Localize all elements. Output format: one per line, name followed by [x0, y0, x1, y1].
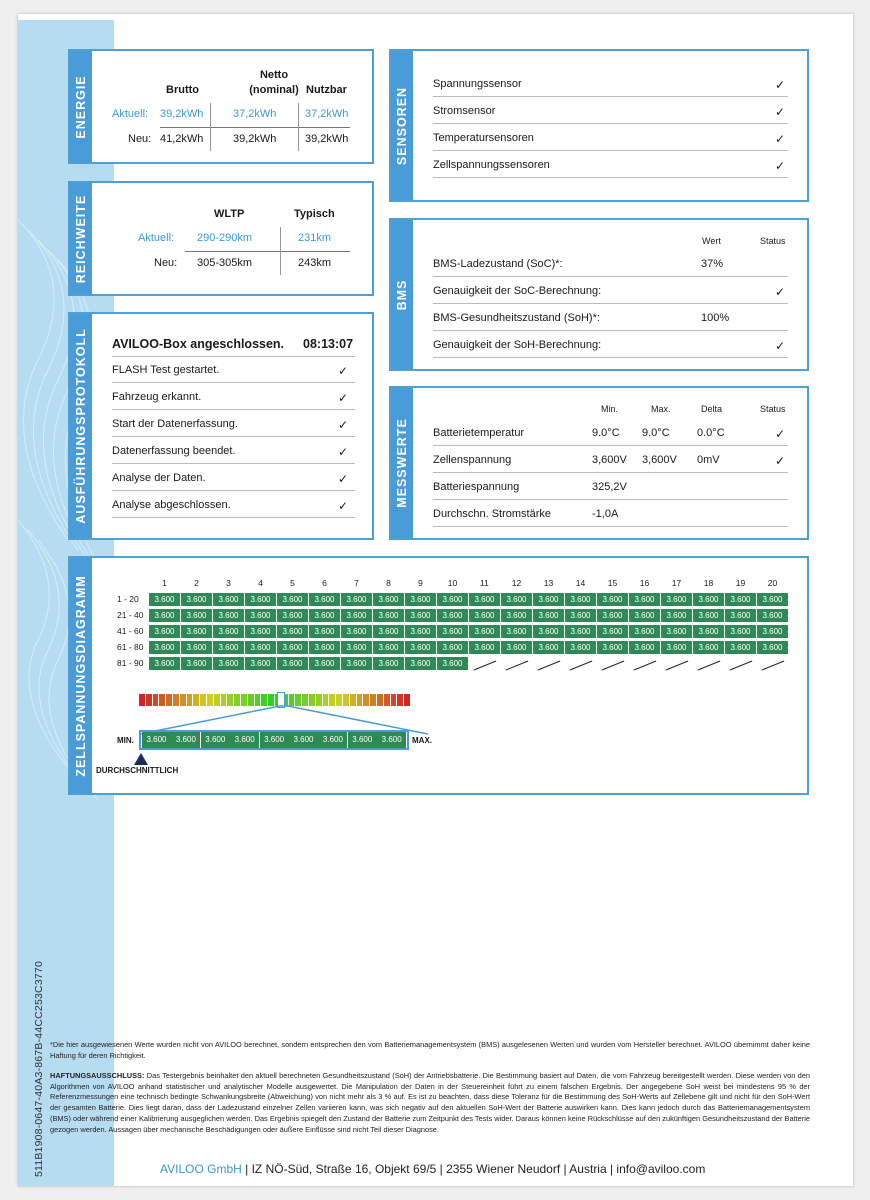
footer	[160, 1162, 705, 1176]
voltage-cell: 3.600	[469, 609, 500, 622]
messwerte-tab	[391, 388, 413, 538]
divider	[160, 127, 350, 128]
voltage-cell: 3.600	[533, 641, 564, 654]
voltage-cell: 3.600	[213, 641, 244, 654]
zellspannung-title: ZELLSPANNUNGSDIAGRAMM	[74, 574, 88, 777]
voltage-cell: 3.600	[597, 609, 628, 622]
aktuell-netto: 37,2kWh	[233, 108, 277, 120]
bms-row-label: BMS-Gesundheitszustand (SoH)*:	[433, 312, 600, 324]
voltage-cell: 3.600	[597, 625, 628, 638]
column-header: 14	[575, 578, 586, 588]
voltage-cell: 3.600	[149, 609, 180, 622]
voltage-cell: 3.600	[501, 609, 532, 622]
voltage-cell: 3.600	[277, 625, 308, 638]
voltage-cell: 3.600	[661, 609, 692, 622]
voltage-cell: 3.600	[437, 609, 468, 622]
column-header: 19	[735, 578, 746, 588]
protokoll-item: Analyse abgeschlossen.	[112, 499, 231, 511]
minmax-cell: 3.600	[201, 732, 230, 748]
empty-cell-slash	[666, 661, 689, 671]
check-icon: ✓	[338, 391, 349, 405]
voltage-cell: 3.600	[533, 625, 564, 638]
voltage-cell: 3.600	[725, 641, 756, 654]
reichweite-title: REICHWEITE	[74, 194, 88, 283]
check-icon: ✓	[338, 364, 349, 378]
aktuell-wltp: 290-290km	[197, 232, 253, 244]
reichweite-tab	[70, 183, 92, 294]
bms-row-label: Genauigkeit der SoH-Berechnung:	[433, 339, 602, 351]
empty-cell-slash	[570, 661, 593, 671]
sensor-item: Spannungssensor	[433, 78, 522, 90]
voltage-cell: 3.600	[373, 609, 404, 622]
protokoll-panel	[68, 312, 374, 540]
divider	[185, 251, 350, 252]
voltage-cell: 3.600	[693, 625, 724, 638]
col-nutzbar: Nutzbar	[306, 84, 347, 96]
divider	[433, 150, 788, 151]
voltage-cell: 3.600	[469, 625, 500, 638]
aktuell-brutto: 39,2kWh	[160, 108, 204, 120]
messwert-delta: 0.0°C	[697, 427, 725, 439]
neu-netto: 39,2kWh	[233, 133, 277, 145]
column-header: 9	[418, 578, 423, 588]
col-typisch: Typisch	[294, 208, 335, 220]
minmax-cell: 3.600	[348, 732, 377, 748]
protokoll-item: Datenerfassung beendet.	[112, 445, 236, 457]
voltage-cell: 3.600	[309, 625, 340, 638]
protokoll-item: Fahrzeug erkannt.	[112, 391, 202, 403]
col-status: Status	[760, 236, 786, 246]
empty-cell-slash	[538, 661, 561, 671]
sensoren-tab	[391, 51, 413, 200]
col-status: Status	[760, 404, 786, 414]
voltage-cell: 3.600	[181, 641, 212, 654]
check-icon: ✓	[775, 285, 786, 299]
check-icon: ✓	[338, 472, 349, 486]
check-icon: ✓	[338, 445, 349, 459]
minmax-cell: 3.600	[230, 732, 259, 748]
divider	[433, 96, 788, 97]
voltage-cell: 3.600	[405, 657, 436, 670]
neu-nutzbar: 39,2kWh	[305, 133, 349, 145]
column-header: 6	[322, 578, 327, 588]
check-icon: ✓	[338, 418, 349, 432]
empty-cell-slash	[698, 661, 721, 671]
voltage-cell: 3.600	[469, 593, 500, 606]
neu-wltp: 305-305km	[197, 257, 253, 269]
protokoll-item: FLASH Test gestartet.	[112, 364, 220, 376]
bms-row-label: BMS-Ladezustand (SoC)*:	[433, 258, 563, 270]
check-icon: ✓	[775, 105, 786, 119]
voltage-cell: 3.600	[277, 657, 308, 670]
voltage-cell: 3.600	[629, 609, 660, 622]
voltage-cell: 3.600	[405, 641, 436, 654]
voltage-cell: 3.600	[181, 609, 212, 622]
messwert-min: -1,0A	[592, 508, 619, 520]
average-triangle-icon	[134, 753, 148, 765]
voltage-cell: 3.600	[341, 593, 372, 606]
voltage-cell: 3.600	[309, 641, 340, 654]
voltage-cell: 3.600	[565, 593, 596, 606]
voltage-cell: 3.600	[757, 625, 788, 638]
voltage-cell: 3.600	[693, 641, 724, 654]
voltage-cell: 3.600	[213, 609, 244, 622]
neu-typisch: 243km	[298, 257, 332, 269]
voltage-cell: 3.600	[405, 593, 436, 606]
footer-address: | IZ NÖ-Süd, Straße 16, Objekt 69/5 | 2355 Wiener Neudorf | Austria | info@aviloo.com	[241, 1162, 706, 1176]
voltage-cell: 3.600	[149, 641, 180, 654]
messwert-min: 3,600V	[592, 454, 627, 466]
check-icon: ✓	[775, 78, 786, 92]
disclaimer-label: HAFTUNGSAUSSCHLUSS:	[50, 1071, 145, 1080]
messwert-min: 325,2V	[592, 481, 627, 493]
bms-panel	[389, 218, 809, 371]
divider	[112, 490, 355, 491]
voltage-cell: 3.600	[469, 641, 500, 654]
voltage-cell: 3.600	[245, 641, 276, 654]
footnote	[50, 1040, 810, 1061]
col-wert: Wert	[702, 236, 721, 246]
voltage-cell: 3.600	[533, 609, 564, 622]
messwert-delta: 0mV	[697, 454, 720, 466]
column-header: 20	[767, 578, 778, 588]
column-header: 10	[447, 578, 458, 588]
protokoll-item: Analyse der Daten.	[112, 472, 206, 484]
check-icon: ✓	[775, 427, 786, 441]
voltage-cell: 3.600	[693, 593, 724, 606]
energie-panel	[68, 49, 374, 164]
row-header: 81 - 90	[117, 658, 144, 668]
neu-brutto: 41,2kWh	[160, 133, 204, 145]
column-header: 17	[671, 578, 682, 588]
document-id: 511B1908-0647-40A3-867B-44CC253C3770	[33, 961, 45, 1177]
empty-cell-slash	[730, 661, 753, 671]
check-icon: ✓	[775, 454, 786, 468]
divider	[433, 123, 788, 124]
col-max: Max.	[651, 404, 671, 414]
max-label: MAX.	[412, 736, 432, 745]
voltage-cell: 3.600	[565, 625, 596, 638]
voltage-cell: 3.600	[277, 593, 308, 606]
voltage-cell: 3.600	[149, 593, 180, 606]
row-header: 1 - 20	[117, 594, 139, 604]
column-header: 3	[226, 578, 231, 588]
voltage-cell: 3.600	[597, 593, 628, 606]
voltage-cell: 3.600	[341, 625, 372, 638]
voltage-cell: 3.600	[213, 625, 244, 638]
minmax-cell: 3.600	[171, 732, 200, 748]
bms-row-label: Genauigkeit der SoC-Berechnung:	[433, 285, 602, 297]
messwerte-panel	[389, 386, 809, 540]
voltage-cell: 3.600	[757, 609, 788, 622]
aktuell-label: Aktuell:	[112, 108, 149, 120]
divider	[112, 409, 355, 410]
column-header: 8	[386, 578, 391, 588]
neu-label: Neu:	[154, 257, 178, 269]
voltage-cell: 3.600	[405, 609, 436, 622]
minmax-cell: 3.600	[142, 732, 171, 748]
voltage-cell: 3.600	[661, 641, 692, 654]
column-header: 5	[290, 578, 295, 588]
voltage-cell: 3.600	[245, 657, 276, 670]
voltage-cell: 3.600	[437, 625, 468, 638]
voltage-cell: 3.600	[341, 641, 372, 654]
check-icon: ✓	[775, 159, 786, 173]
messwert-label: Zellenspannung	[433, 454, 512, 466]
voltage-cell: 3.600	[693, 609, 724, 622]
col-wltp: WLTP	[214, 208, 245, 220]
divider	[433, 177, 788, 178]
divider	[112, 382, 355, 383]
energie-title: ENERGIE	[74, 74, 88, 139]
divider	[433, 303, 788, 304]
voltage-cell: 3.600	[149, 657, 180, 670]
divider	[280, 227, 281, 275]
row-header: 21 - 40	[117, 610, 144, 620]
footnote-text: *Die hier ausgewiesenen Werte wurden nicht von AVILOO berechnet, sondern entsprechen den vom Batteriemanagementsystem (BMS) ausgelesenen Werten und wurden vom Hersteller berechnet. AVILOO übernimmt daher keine Haftung für deren Richtigkeit.	[50, 1040, 810, 1060]
empty-cell-slash	[602, 661, 625, 671]
messwerte-title: MESSWERTE	[395, 418, 409, 508]
divider	[112, 517, 355, 518]
column-header: 16	[639, 578, 650, 588]
voltage-cell: 3.600	[309, 593, 340, 606]
empty-cell-slash	[634, 661, 657, 671]
voltage-cell: 3.600	[629, 625, 660, 638]
check-icon: ✓	[775, 339, 786, 353]
column-header: 2	[194, 578, 199, 588]
sensor-item: Temperatursensoren	[433, 132, 534, 144]
voltage-cell: 3.600	[181, 625, 212, 638]
empty-cell-slash	[474, 661, 497, 671]
neu-label: Neu:	[128, 133, 152, 145]
voltage-cell: 3.600	[245, 625, 276, 638]
minmax-cell: 3.600	[260, 732, 289, 748]
voltage-cell: 3.600	[245, 609, 276, 622]
divider	[298, 103, 299, 151]
voltage-cell: 3.600	[661, 625, 692, 638]
voltage-cell: 3.600	[501, 641, 532, 654]
voltage-cell: 3.600	[437, 641, 468, 654]
col-netto: Netto	[259, 69, 289, 81]
row-header: 61 - 80	[117, 642, 144, 652]
messwert-max: 9.0°C	[642, 427, 670, 439]
column-header: 7	[354, 578, 359, 588]
aktuell-typisch: 231km	[298, 232, 332, 244]
divider	[112, 463, 355, 464]
row-header: 41 - 60	[117, 626, 144, 636]
protokoll-time: 08:13:07	[303, 337, 354, 351]
voltage-cell: 3.600	[629, 641, 660, 654]
voltage-cell: 3.600	[277, 641, 308, 654]
column-header: 15	[607, 578, 618, 588]
column-header: 13	[543, 578, 554, 588]
voltage-cell: 3.600	[373, 657, 404, 670]
voltage-cell: 3.600	[341, 657, 372, 670]
voltage-cell: 3.600	[181, 657, 212, 670]
divider	[433, 472, 788, 473]
column-header: 1	[162, 578, 167, 588]
sensor-item: Zellspannungssensoren	[433, 159, 550, 171]
sensoren-title: SENSOREN	[395, 86, 409, 165]
voltage-cell: 3.600	[373, 625, 404, 638]
voltage-cell: 3.600	[213, 657, 244, 670]
messwert-label: Batterietemperatur	[433, 427, 525, 439]
empty-cell-slash	[506, 661, 529, 671]
voltage-cell: 3.600	[341, 609, 372, 622]
voltage-cell: 3.600	[757, 641, 788, 654]
average-label: DURCHSCHNITTLICH	[96, 766, 179, 775]
messwert-max: 3,600V	[642, 454, 677, 466]
voltage-cell: 3.600	[501, 625, 532, 638]
messwert-label: Durchschn. Stromstärke	[433, 508, 551, 520]
protokoll-tab	[70, 314, 92, 538]
column-header: 11	[480, 578, 489, 588]
disclaimer-text: Das Testergebnis beinhaltet den aktuell berechneten Gesundheitszustand (SoH) der Antriebsbatterie. Die Bestimmung basiert auf Daten, die vom Fahrzeug bereitgestellt werden. Diese werden von den Algorithmen von AVILOO anhand statistischer und analytischer Modelle ausgewertet. Die Manipulation der Daten in der Steuereinheit führt zu einem falschen Ergebnis. Der angegebene SoH weist bei mindestens 95 % der Referenzmessungen eine technisch bedingte Schwankungsbreite (Abweichung) von nicht mehr als 3 % auf. Es ist zu beachten, dass diese Toleranz für die Bestimmung des SoH-Werts auf Zellebene gilt und nicht für den SoH-Wert der gesamten Batterie. Dies liegt daran, dass der Ladezustand einzelner Zellen variieren kann, was sich negativ auf den aktuellen SoH-Wert der Batterie auswirken kann. Dies kann jedoch durch das Batteriemanagementsystem (BMS) oder während einer Kalibrierung ausgeglichen werden. Das Ergebnis spiegelt den Zustand der Batterie zum Zeitpunkt des Tests wider. Daraus können keine Rückschlüsse auf den zukünftigen Gesundheitszustand der Batterie gezogen werden. Aussagen über mechanische Beschädigungen oder äußere Einflüsse sind nicht Teil dieser Diagnose.	[50, 1071, 810, 1134]
voltage-cell: 3.600	[245, 593, 276, 606]
col-netto-sub: (nominal)	[249, 84, 299, 96]
voltage-cell: 3.600	[597, 641, 628, 654]
col-brutto: Brutto	[166, 84, 199, 96]
divider	[112, 356, 355, 357]
divider	[112, 436, 355, 437]
divider	[433, 499, 788, 500]
voltage-cell: 3.600	[149, 625, 180, 638]
aktuell-nutzbar: 37,2kWh	[305, 108, 349, 120]
messwert-min: 9.0°C	[592, 427, 620, 439]
footer-company: AVILOO GmbH	[160, 1162, 242, 1176]
protokoll-header: AVILOO-Box angeschlossen.	[112, 337, 285, 351]
minmax-cell: 3.600	[289, 732, 318, 748]
voltage-cell: 3.600	[661, 593, 692, 606]
column-header: 18	[703, 578, 714, 588]
voltage-cell: 3.600	[181, 593, 212, 606]
voltage-cell: 3.600	[437, 657, 468, 670]
protokoll-title: AUSFÜHRUNGSPROTOKOLL	[74, 328, 88, 524]
voltage-cell: 3.600	[309, 657, 340, 670]
protokoll-item: Start der Datenerfassung.	[112, 418, 238, 430]
divider	[433, 330, 788, 331]
bms-title: BMS	[395, 279, 409, 310]
voltage-cell: 3.600	[757, 593, 788, 606]
bms-row-value: 37%	[701, 258, 724, 270]
divider	[433, 445, 788, 446]
bms-row-value: 100%	[701, 312, 730, 324]
voltage-cell: 3.600	[277, 609, 308, 622]
messwert-label: Batteriespannung	[433, 481, 520, 493]
voltage-cell: 3.600	[309, 609, 340, 622]
column-header: 12	[511, 578, 522, 588]
voltage-cell: 3.600	[725, 593, 756, 606]
voltage-cell: 3.600	[405, 625, 436, 638]
voltage-cell: 3.600	[533, 593, 564, 606]
bms-tab	[391, 220, 413, 369]
voltage-cell: 3.600	[373, 593, 404, 606]
check-icon: ✓	[775, 132, 786, 146]
voltage-cell: 3.600	[501, 593, 532, 606]
voltage-cell: 3.600	[725, 625, 756, 638]
col-delta: Delta	[701, 404, 723, 414]
divider	[433, 276, 788, 277]
sensoren-panel	[389, 49, 809, 202]
aktuell-label: Aktuell:	[138, 232, 175, 244]
sensor-item: Stromsensor	[433, 105, 496, 117]
reichweite-panel	[68, 181, 374, 296]
voltage-cell: 3.600	[373, 641, 404, 654]
col-min: Min.	[601, 404, 619, 414]
divider	[433, 526, 788, 527]
minmax-cell: 3.600	[377, 732, 406, 748]
voltage-cell: 3.600	[629, 593, 660, 606]
zellspannung-panel	[68, 556, 809, 795]
voltage-cell: 3.600	[437, 593, 468, 606]
voltage-cell: 3.600	[565, 641, 596, 654]
zellspannung-tab	[70, 558, 92, 793]
minmax-cell: 3.600	[318, 732, 347, 748]
voltage-cell: 3.600	[725, 609, 756, 622]
min-label: MIN.	[117, 736, 134, 745]
empty-cell-slash	[762, 661, 785, 671]
divider	[210, 103, 211, 151]
check-icon: ✓	[338, 499, 349, 513]
voltage-cell: 3.600	[213, 593, 244, 606]
column-header: 4	[258, 578, 263, 588]
voltage-cell: 3.600	[565, 609, 596, 622]
divider	[433, 357, 788, 358]
energie-tab	[70, 51, 92, 162]
disclaimer	[50, 1071, 810, 1135]
